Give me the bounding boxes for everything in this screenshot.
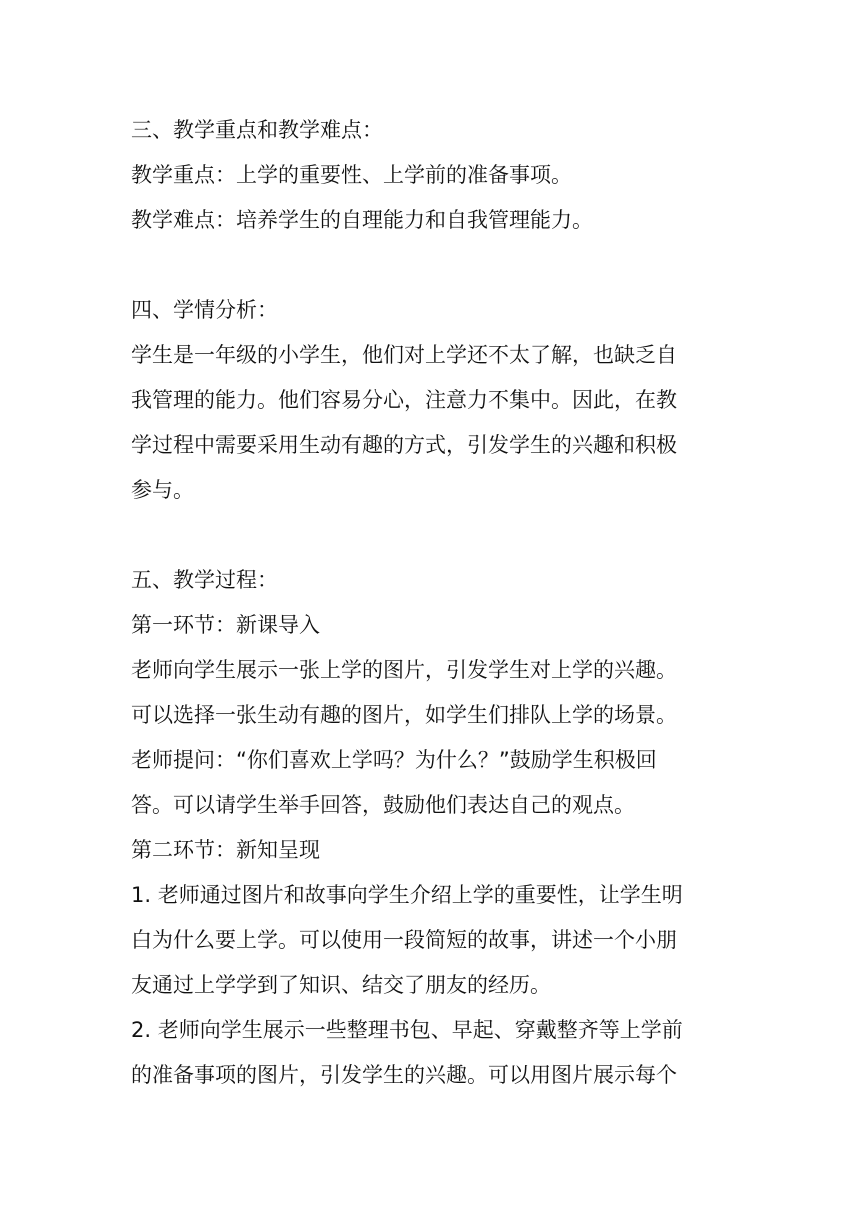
spacer bbox=[131, 243, 731, 288]
paragraph-line: 友通过上学学到了知识、结交了朋友的经历。 bbox=[131, 973, 551, 997]
paragraph-line: 教学难点：培养学生的自理能力和自我管理能力。 bbox=[131, 208, 593, 232]
paragraph-line: 我管理的能力。他们容易分心，注意力不集中。因此，在教 bbox=[131, 388, 677, 412]
paragraph-line: 学生是一年级的小学生，他们对上学还不太了解，也缺乏自 bbox=[131, 343, 677, 367]
paragraph-line: 的准备事项的图片，引发学生的兴趣。可以用图片展示每个 bbox=[131, 1063, 677, 1087]
paragraph-line: 2. 老师向学生展示一些整理书包、早起、穿戴整齐等上学前 bbox=[131, 1018, 683, 1042]
section-teaching-process bbox=[131, 558, 731, 1098]
section-heading: 五、教学过程： bbox=[131, 568, 278, 592]
section-heading: 三、教学重点和教学难点： bbox=[131, 118, 383, 142]
section-heading: 四、学情分析： bbox=[131, 298, 278, 322]
paragraph-line: 第一环节：新课导入 bbox=[131, 613, 320, 637]
spacer bbox=[131, 513, 731, 558]
paragraph-line: 白为什么要上学。可以使用一段简短的故事，讲述一个小朋 bbox=[131, 928, 677, 952]
section-student-analysis bbox=[131, 288, 731, 513]
paragraph-line: 第二环节：新知呈现 bbox=[131, 838, 320, 862]
paragraph-line: 可以选择一张生动有趣的图片，如学生们排队上学的场景。 bbox=[131, 703, 677, 727]
paragraph-line: 教学重点：上学的重要性、上学前的准备事项。 bbox=[131, 163, 572, 187]
document-page bbox=[131, 108, 731, 1098]
paragraph-line: 老师提问：“你们喜欢上学吗？为什么？”鼓励学生积极回 bbox=[131, 748, 657, 772]
section-key-points bbox=[131, 108, 731, 243]
paragraph-line: 学过程中需要采用生动有趣的方式，引发学生的兴趣和积极 bbox=[131, 433, 677, 457]
paragraph-line: 1. 老师通过图片和故事向学生介绍上学的重要性，让学生明 bbox=[131, 883, 683, 907]
paragraph-line: 答。可以请学生举手回答，鼓励他们表达自己的观点。 bbox=[131, 793, 635, 817]
paragraph-line: 老师向学生展示一张上学的图片，引发学生对上学的兴趣。 bbox=[131, 658, 677, 682]
paragraph-line: 参与。 bbox=[131, 478, 194, 502]
